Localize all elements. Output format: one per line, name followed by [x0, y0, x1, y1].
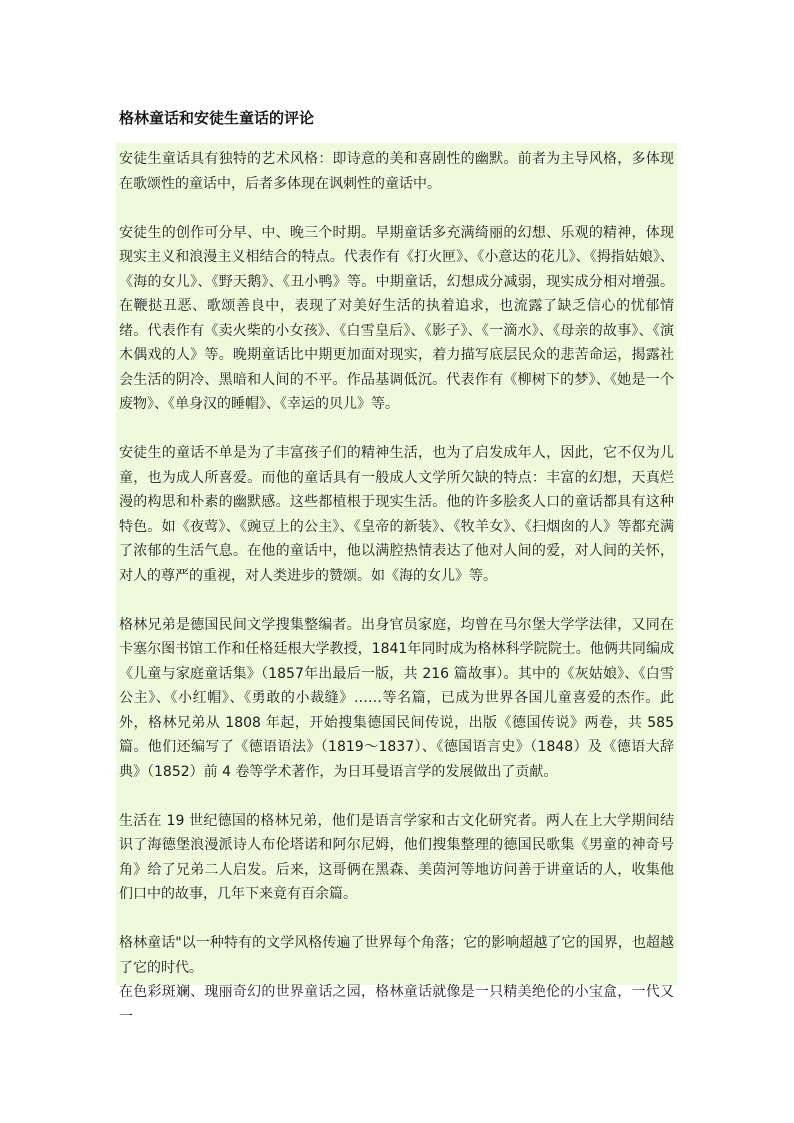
document-title: 格林童话和安徒生童话的评论: [119, 109, 315, 127]
document-body: [116, 143, 677, 1025]
paragraph-grimm-influence: 格林童话"以一种特有的文学风格传遍了世界每个角落；它的影响超越了它的国界，也超越了它的时代。: [119, 935, 674, 976]
paragraph-grimm-treasure: 在色彩斑斓、瑰丽奇幻的世界童话之园，格林童话就像是一只精美绝伦的小宝盒，一代又一: [119, 984, 674, 1025]
paragraph-grimm-brothers: 格林兄弟是德国民间文学搜集整编者。出身官员家庭，均曾在马尔堡大学学法律，又同在卡塞尔图书馆工作和任格廷根大学教授，1841年同时成为格林科学院院士。他俩共同编成《儿童与家庭童话集》（1857年出最后一版，共 216 篇故事）。其中的《灰姑娘》、《白雪公主》、《小红帽》、《勇敢的小裁缝》……等名篇，已成为世界各国儿童喜爱的杰作。此外，格林兄弟从 1808 年起，开始搜集德国民间传说，出版《德国传说》两卷，共 585 篇。他们还编写了《德语语法》（1819～1837）、《德国语言史》（1848）及《德语大辞典》（1852）前 4 卷等学术著作，为日耳曼语言学的发展做出了贡献。: [119, 616, 674, 780]
paragraph-grimm-life: 生活在 19 世纪德国的格林兄弟，他们是语言学家和古文化研究者。两人在上大学期间结识了海德堡浪漫派诗人布伦塔诺和阿尔尼姆，他们搜集整理的德国民歌集《男童的神奇号角》给了兄弟二人启发。后来，这哥俩在黑森、美茵河等地访问善于讲童话的人，收集他们口中的故事，几年下来竟有百余篇。: [119, 812, 674, 902]
paragraph-andersen-periods: 安徒生的创作可分早、中、晚三个时期。早期童话多充满绮丽的幻想、乐观的精神，体现现实主义和浪漫主义相结合的特点。代表作有《打火匣》、《小意达的花儿》、《拇指姑娘》、《海的女儿》、《野天鹅》、《丑小鸭》等。中期童话，幻想成分减弱，现实成分相对增强。在鞭挞丑恶、歌颂善良中，表现了对美好生活的执着追求，也流露了缺乏信心的忧郁情绪。代表作有《卖火柴的小女孩》、《白雪皇后》、《影子》、《一滴水》、《母亲的故事》、《演木偶戏的人》等。晚期童话比中期更加面对现实，着力描写底层民众的悲苦命运，揭露社会生活的阴冷、黑暗和人间的不平。作品基调低沉。代表作有《柳树下的梦》、《她是一个废物》、《单身汉的睡帽》、《幸运的贝儿》等。: [119, 224, 674, 412]
paragraph-andersen-audience: 安徒生的童话不单是为了丰富孩子们的精神生活，也为了启发成年人，因此，它不仅为儿童，也为成人所喜爱。而他的童话具有一般成人文学所欠缺的特点：丰富的幻想，天真烂漫的构思和朴素的幽默感。这些都植根于现实生活。他的许多脍炙人口的童话都具有这种特色。如《夜莺》、《豌豆上的公主》、《皇帝的新装》、《牧羊女》、《扫烟囱的人》等都充满了浓郁的生活气息。在他的童话中，他以满腔热情表达了他对人间的爱，对人间的关怀，对人的尊严的重视，对人类进步的赞颂。如《海的女儿》等。: [119, 445, 674, 584]
paragraph-andersen-style: 安徒生童话具有独特的艺术风格：即诗意的美和喜剧性的幽默。前者为主导风格，多体现在歌颂性的童话中，后者多体现在讽刺性的童话中。: [119, 151, 674, 192]
